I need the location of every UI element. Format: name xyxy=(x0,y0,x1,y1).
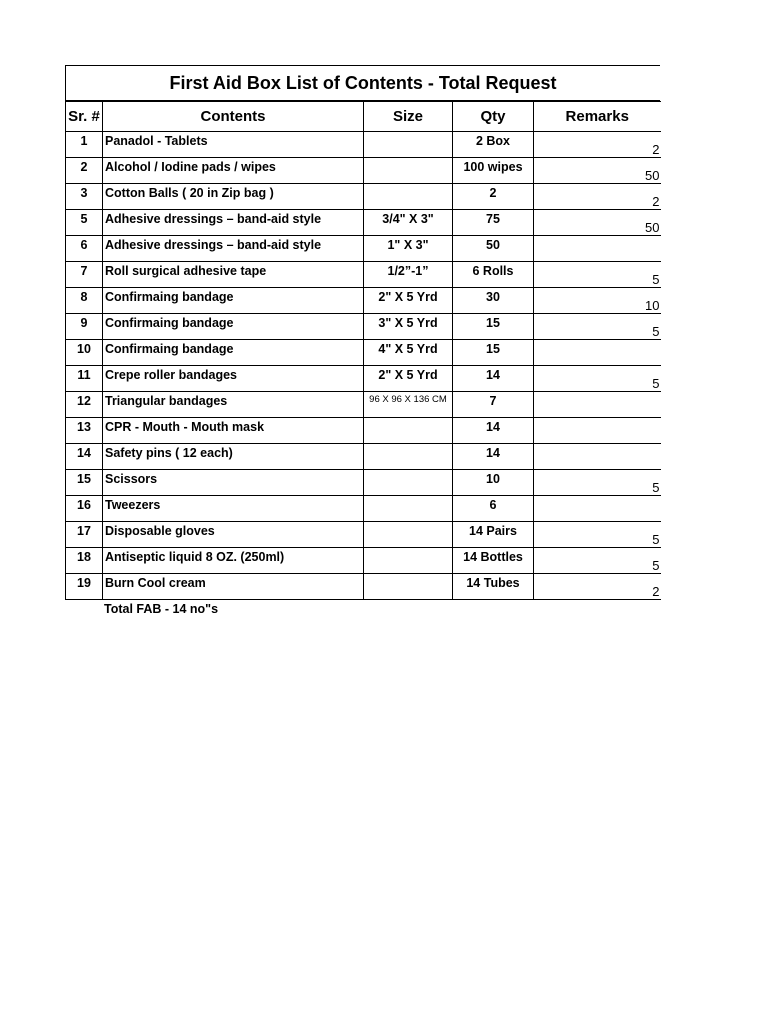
row-remarks-cell: 5 xyxy=(534,314,661,340)
row-qty-cell: 100 wipes xyxy=(453,158,534,184)
row-size-cell xyxy=(364,548,453,574)
table-row xyxy=(66,340,661,366)
row-contents-cell: Panadol - Tablets xyxy=(103,132,364,158)
row-size-cell xyxy=(364,522,453,548)
row-contents-cell: Disposable gloves xyxy=(103,522,364,548)
row-sr-cell: 16 xyxy=(66,496,103,522)
row-size-cell xyxy=(364,574,453,600)
row-remarks-cell: 2 xyxy=(534,184,661,210)
row-qty-cell: 14 xyxy=(453,366,534,392)
table-row xyxy=(66,132,661,158)
row-sr-cell: 17 xyxy=(66,522,103,548)
row-qty-cell: 30 xyxy=(453,288,534,314)
table-row xyxy=(66,392,661,418)
table-row xyxy=(66,470,661,496)
row-remarks-cell xyxy=(534,418,661,444)
row-qty-cell: 10 xyxy=(453,470,534,496)
row-remarks-cell xyxy=(534,392,661,418)
row-sr-cell: 12 xyxy=(66,392,103,418)
row-remarks-cell: 50 xyxy=(534,210,661,236)
row-remarks-cell: 10 xyxy=(534,288,661,314)
row-qty-cell: 2 Box xyxy=(453,132,534,158)
row-remarks-cell: 50 xyxy=(534,158,661,184)
contents-table xyxy=(65,101,661,600)
row-sr-cell: 11 xyxy=(66,366,103,392)
row-qty-cell: 14 Bottles xyxy=(453,548,534,574)
header-contents: Contents xyxy=(103,102,364,132)
table-row xyxy=(66,496,661,522)
row-sr-cell: 2 xyxy=(66,158,103,184)
row-remarks-cell: 5 xyxy=(534,366,661,392)
row-size-cell xyxy=(364,418,453,444)
row-sr-cell: 1 xyxy=(66,132,103,158)
total-note: Total FAB - 14 no"s xyxy=(104,602,219,616)
row-contents-cell: Burn Cool cream xyxy=(103,574,364,600)
row-size-cell: 1" X 3" xyxy=(364,236,453,262)
row-contents-cell: Confirmaing bandage xyxy=(103,314,364,340)
row-sr-cell: 18 xyxy=(66,548,103,574)
row-qty-cell: 14 Pairs xyxy=(453,522,534,548)
header-size: Size xyxy=(364,102,453,132)
table-row xyxy=(66,444,661,470)
row-remarks-cell xyxy=(534,444,661,470)
row-qty-cell: 2 xyxy=(453,184,534,210)
row-remarks-cell xyxy=(534,496,661,522)
row-size-cell xyxy=(364,184,453,210)
table-row xyxy=(66,158,661,184)
row-sr-cell: 5 xyxy=(66,210,103,236)
sheet-title: First Aid Box List of Contents - Total Request xyxy=(65,65,660,101)
table-row xyxy=(66,262,661,288)
table-row xyxy=(66,236,661,262)
row-sr-cell: 10 xyxy=(66,340,103,366)
row-qty-cell: 7 xyxy=(453,392,534,418)
row-qty-cell: 75 xyxy=(453,210,534,236)
row-size-cell xyxy=(364,470,453,496)
row-contents-cell: Safety pins ( 12 each) xyxy=(103,444,364,470)
row-sr-cell: 6 xyxy=(66,236,103,262)
row-contents-cell: Adhesive dressings – band-aid style xyxy=(103,210,364,236)
row-contents-cell: Scissors xyxy=(103,470,364,496)
row-contents-cell: Roll surgical adhesive tape xyxy=(103,262,364,288)
row-sr-cell: 19 xyxy=(66,574,103,600)
table-body xyxy=(66,132,661,600)
row-sr-cell: 13 xyxy=(66,418,103,444)
table-row xyxy=(66,314,661,340)
row-remarks-cell: 2 xyxy=(534,132,661,158)
row-sr-cell: 8 xyxy=(66,288,103,314)
header-qty: Qty xyxy=(453,102,534,132)
row-remarks-cell: 5 xyxy=(534,262,661,288)
row-qty-cell: 6 xyxy=(453,496,534,522)
row-sr-cell: 15 xyxy=(66,470,103,496)
row-contents-cell: Cotton Balls ( 20 in Zip bag ) xyxy=(103,184,364,210)
row-size-cell xyxy=(364,444,453,470)
row-sr-cell: 7 xyxy=(66,262,103,288)
row-size-cell xyxy=(364,158,453,184)
row-qty-cell: 14 xyxy=(453,418,534,444)
row-size-cell xyxy=(364,496,453,522)
row-size-cell: 1/2”-1” xyxy=(364,262,453,288)
table-row xyxy=(66,418,661,444)
row-qty-cell: 50 xyxy=(453,236,534,262)
row-qty-cell: 15 xyxy=(453,314,534,340)
table-row xyxy=(66,366,661,392)
row-remarks-cell: 5 xyxy=(534,548,661,574)
row-remarks-cell: 5 xyxy=(534,522,661,548)
row-sr-cell: 14 xyxy=(66,444,103,470)
header-row xyxy=(66,102,661,132)
row-size-cell: 96 X 96 X 136 CM xyxy=(364,392,453,418)
row-remarks-cell: 2 xyxy=(534,574,661,600)
row-qty-cell: 15 xyxy=(453,340,534,366)
row-contents-cell: Triangular bandages xyxy=(103,392,364,418)
table-row xyxy=(66,548,661,574)
table-row xyxy=(66,522,661,548)
row-sr-cell: 9 xyxy=(66,314,103,340)
row-size-cell: 2" X 5 Yrd xyxy=(364,366,453,392)
row-contents-cell: Confirmaing bandage xyxy=(103,288,364,314)
table-row xyxy=(66,288,661,314)
row-size-cell: 3" X 5 Yrd xyxy=(364,314,453,340)
row-contents-cell: Confirmaing bandage xyxy=(103,340,364,366)
row-size-cell xyxy=(364,132,453,158)
table-row xyxy=(66,184,661,210)
table-row xyxy=(66,574,661,600)
contents-sheet xyxy=(65,65,660,600)
row-contents-cell: Tweezers xyxy=(103,496,364,522)
row-sr-cell: 3 xyxy=(66,184,103,210)
row-qty-cell: 6 Rolls xyxy=(453,262,534,288)
row-size-cell: 2" X 5 Yrd xyxy=(364,288,453,314)
row-contents-cell: CPR - Mouth - Mouth mask xyxy=(103,418,364,444)
row-contents-cell: Alcohol / Iodine pads / wipes xyxy=(103,158,364,184)
header-remarks: Remarks xyxy=(534,102,661,132)
row-remarks-cell xyxy=(534,340,661,366)
row-remarks-cell xyxy=(534,236,661,262)
row-size-cell: 4" X 5 Yrd xyxy=(364,340,453,366)
row-contents-cell: Antiseptic liquid 8 OZ. (250ml) xyxy=(103,548,364,574)
row-contents-cell: Crepe roller bandages xyxy=(103,366,364,392)
row-remarks-cell: 5 xyxy=(534,470,661,496)
row-qty-cell: 14 xyxy=(453,444,534,470)
row-qty-cell: 14 Tubes xyxy=(453,574,534,600)
table-row xyxy=(66,210,661,236)
header-sr: Sr. # xyxy=(66,102,103,132)
row-contents-cell: Adhesive dressings – band-aid style xyxy=(103,236,364,262)
row-size-cell: 3/4" X 3" xyxy=(364,210,453,236)
